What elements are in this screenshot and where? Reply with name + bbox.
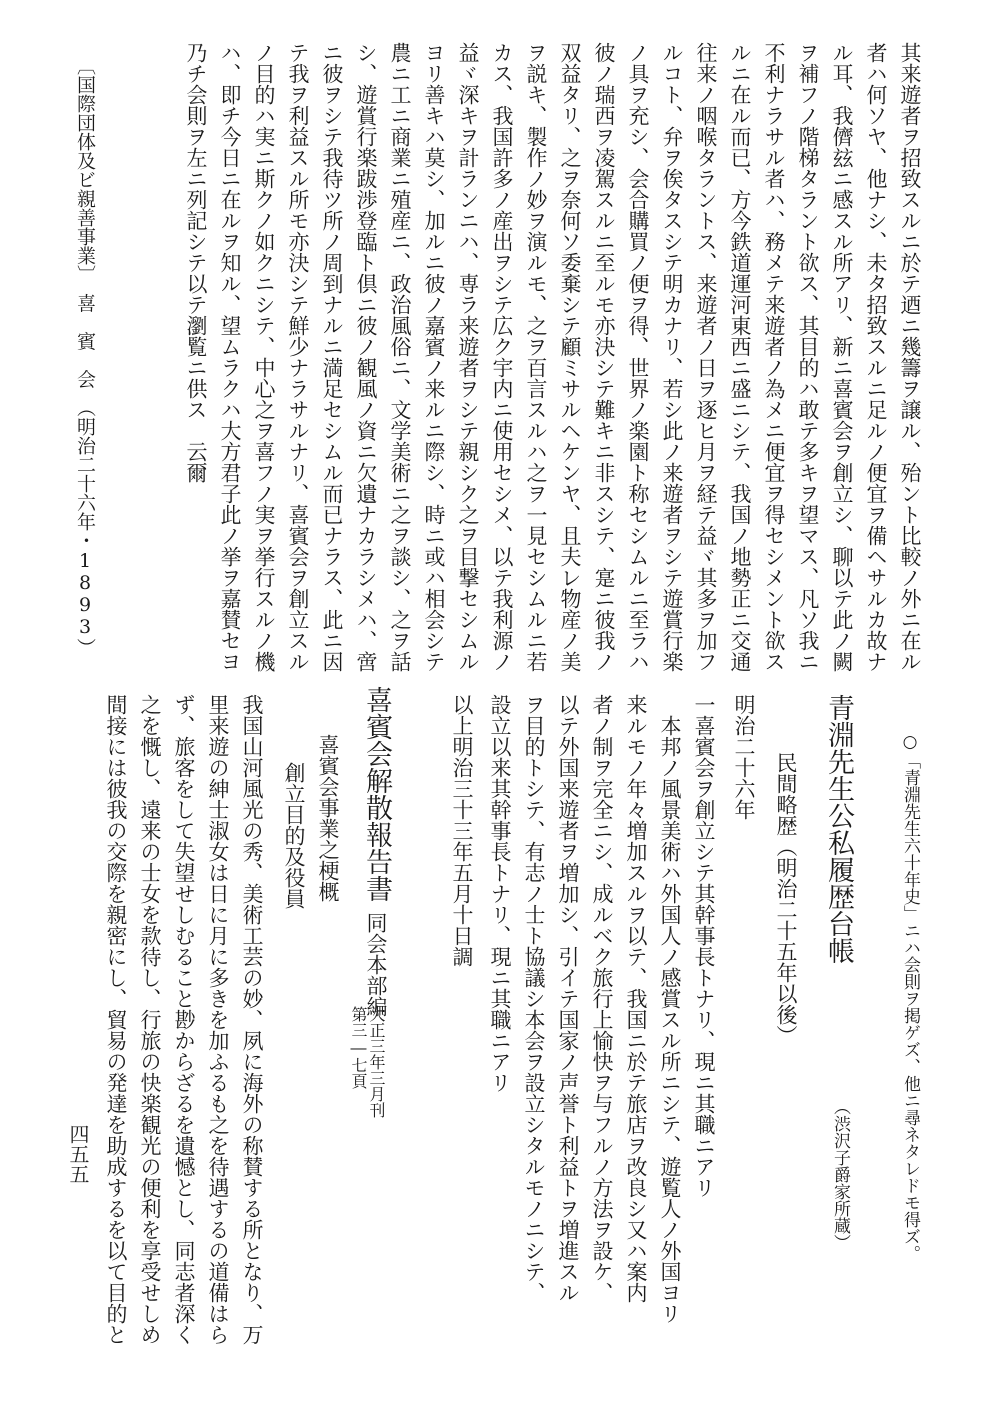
entry-line-4: 者ノ制ヲ完全ニシ、成ルベク旅行上愉快ヲ与フルノ方法ヲ設ケ、 xyxy=(590,694,614,1303)
entry-line-1: 一喜賓会ヲ創立シテ其幹事長トナリ、現ニ其職ニアリ xyxy=(692,694,716,1198)
body-line-7: 往来ノ咽喉タラントス、来遊者ノ日ヲ逐ヒ月ヲ経テ益ヾ其多ヲ加フ xyxy=(694,42,718,672)
doc-line-2: 里来遊の紳士淑女は日に月に多きを加ふるも之を待遇するの道備はら xyxy=(206,694,230,1345)
document-title: 喜賓会解散報告書 xyxy=(361,686,392,902)
body-line-16: 農ニ工ニ商業ニ殖産ニ、政治風俗ニ、文学美術ニ之ヲ談シ、之ヲ話 xyxy=(388,42,412,672)
body-line-15: ヨリ善キハ莫シ、加ルニ彼ノ嘉賓ノ来ルニ際シ、時ニ或ハ相会シテ xyxy=(422,42,446,672)
body-line-1: 其来遊者ヲ招致スルニ於テ迺ニ幾籌ヲ譲ル、殆ント比較ノ外ニ在ル xyxy=(898,42,922,672)
body-line-14: 益ヾ深キヲ計ランニハ、専ラ来遊者ヲシテ親シク之ヲ目撃セシムル xyxy=(456,42,480,672)
section-subtitle: 民間略歴（明治二十五年以後） xyxy=(774,752,798,1046)
body-line-2: 者ハ何ソヤ、他ナシ、未タ招致スルニ足ルノ便宜ヲ備ヘサルカ故ナ xyxy=(864,42,888,672)
body-line-20: ノ目的ハ実ニ斯クノ如クニシテ、中心之ヲ喜フノ実ヲ挙行スルノ機 xyxy=(252,42,276,672)
body-line-11: 双益タリ、之ヲ奈何ソ委棄シテ顧ミサルヘケンヤ、且夫レ物産ノ美 xyxy=(558,42,582,672)
doc-line-5: 間接には彼我の交際を親密にし、貿易の発達を助成するを以て目的と xyxy=(104,694,128,1345)
body-line-10: 彼ノ瑞西ヲ凌駕スルニ至ルモ亦決シテ難キニ非スシテ、寔ニ彼我ノ xyxy=(592,42,616,672)
source-note: （渋沢子爵家所蔵） xyxy=(830,1098,850,1251)
body-line-21: ハ、即チ今日ニ在ルヲ知ル、望ムラクハ大方君子此ノ挙ヲ嘉賛セヨ xyxy=(218,42,242,672)
body-line-17: シ、遊賞行楽跋渉登臨ト倶ニ彼ノ観風ノ資ニ欠遺ナカラシメハ、啻 xyxy=(354,42,378,672)
body-line-18: ニ彼ヲシテ我待ツ所ノ周到ナルニ満足セシムル而已ナラス、此ニ因 xyxy=(320,42,344,672)
body-line-13: カス、我国許多ノ産出ヲシテ広ク宇内ニ使用セシメ、以テ我利源ノ xyxy=(490,42,514,672)
body-line-5: 不利ナラサル者ハ、務メテ来遊者ノ為メニ便宜ヲ得セシメント欲ス xyxy=(762,42,786,672)
entry-line-2: 本邦ノ風景美術ハ外国人ノ感賞スル所ニシテ、遊覧人ノ外国ヨリ xyxy=(658,694,682,1324)
doc-line-3: ず、旅客をして失望せしむること尠からざるを遺憾とし、同志者深く xyxy=(172,694,196,1345)
body-line-9: ノ具ヲ充シ、会合購買ノ便ヲ得、世界ノ楽園ト称セシムルニ至ラハ xyxy=(626,42,650,672)
entry-line-5: 以テ外国来遊者ヲ増加シ、引イテ国家ノ声誉ト利益トヲ増進スル xyxy=(556,694,580,1303)
body-line-6: ルニ在ル而已、方今鉄道運河東西ニ盛ニシテ、我国ノ地勢正ニ交通 xyxy=(728,42,752,672)
body-line-3: ル耳、我儕玆ニ感スル所アリ、新ニ喜賓会ヲ創立シ、聊以テ此ノ闕 xyxy=(830,42,854,672)
subheading-purpose: 創立目的及役員 xyxy=(282,762,306,909)
doc-line-4: 之を慨し、遠来の士女を款待し、行旅の快楽観光の便利を享受せしめ xyxy=(138,694,162,1345)
subheading-overview: 喜賓会事業之梗概 xyxy=(316,734,340,902)
body-line-8: ルコト、弁ヲ俟タスシテ明カナリ、若シ此ノ来遊者ヲシテ遊賞行楽 xyxy=(660,42,684,672)
document-editor: 同会本部編 xyxy=(364,912,388,1017)
body-line-22: 乃チ会則ヲ左ニ列記シテ以テ瀏覧ニ供ス 云爾 xyxy=(184,42,208,483)
body-line-4: ヲ補フノ階梯タラント欲ス、其目的ハ敢テ多キヲ望マス、凡ソ我ニ xyxy=(796,42,820,672)
entry-line-3: 来ルモノ年々増加スルヲ以テ、我国ニ於テ旅店ヲ改良シ又ハ案内 xyxy=(624,694,648,1303)
entry-date: 以上明治三十三年五月十日調 xyxy=(450,694,474,967)
document-pages: 第三―七頁 xyxy=(349,1006,368,1089)
body-line-19: テ我ヲ利益スル所モ亦決シテ鮮少ナラサルナリ、喜賓会ヲ創立スル xyxy=(286,42,310,672)
page-number: 四五五 xyxy=(66,1124,90,1184)
section-title: 青淵先生公私履歴台帳 xyxy=(823,694,854,964)
entry-line-6: ヲ目的トシテ、有志ノ士ト協議シ本会ヲ設立シタルモノニシテ、 xyxy=(522,694,546,1303)
doc-line-1: 我国山河風光の秀、美術工芸の妙、夙に海外の称賛する所となり、万 xyxy=(240,694,264,1345)
editorial-note: ○「青淵先生六十年史」ニハ会則ヲ掲ゲズ、他ニ尋ネタレドモ得ズ。 xyxy=(900,732,920,1262)
year-heading: 明治二十六年 xyxy=(732,694,756,820)
document-published: 大正三年三月刊 xyxy=(367,1006,386,1118)
section-citation: 〔国際団体及ビ親善事業〕 喜 賓 会 （明治二十六年・1893） xyxy=(74,56,96,657)
entry-line-7: 設立以来其幹事長トナリ、現ニ其職ニアリ xyxy=(488,694,512,1093)
body-line-12: ヲ説キ、製作ノ妙ヲ演ルモ、之ヲ百言スルハ之ヲ一見セシムルニ若 xyxy=(524,42,548,672)
